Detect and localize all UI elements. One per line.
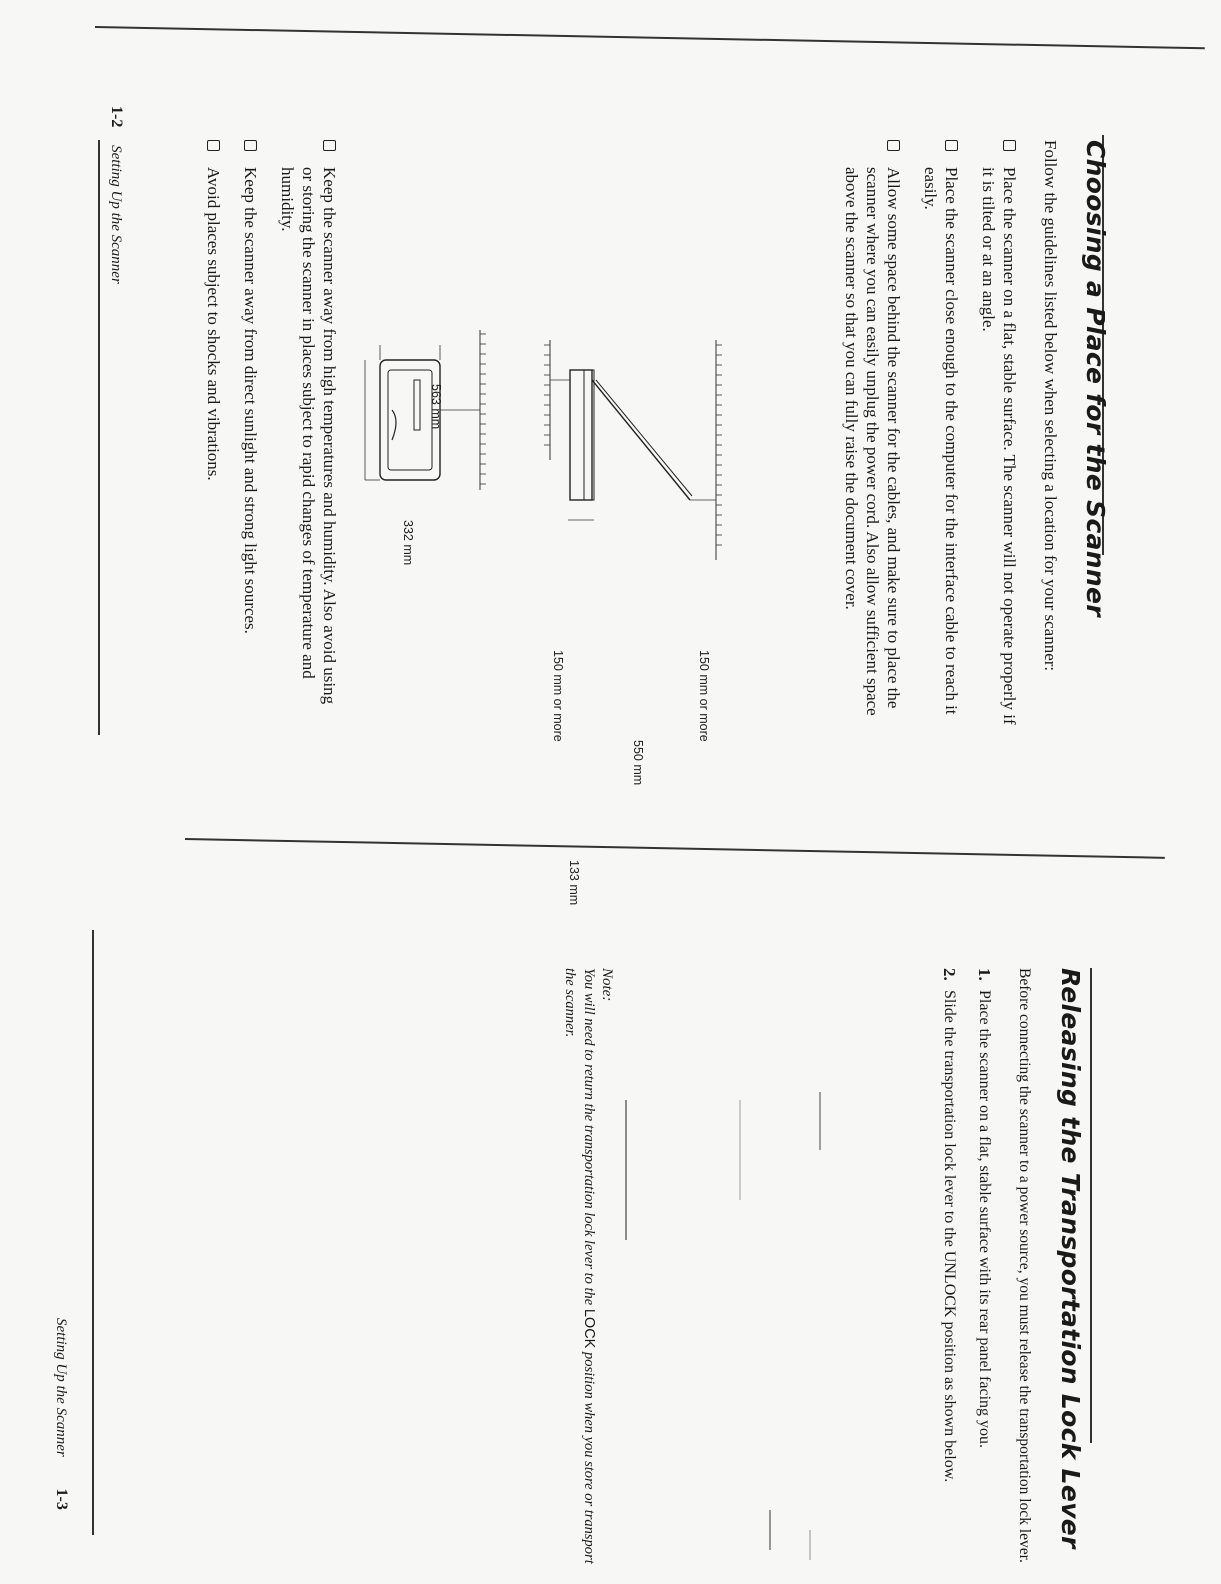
page-number: 1-2	[108, 106, 125, 128]
dim-label-top-clearance: 150 mm or more	[697, 650, 711, 742]
page-right-footer-rule	[92, 930, 94, 1535]
page-right-footer	[52, 1318, 70, 1510]
page-left	[841, 140, 1110, 780]
list-item: Place the scanner on a flat, stable surface. The scanner will not operate properly if it is tilted or at an angle.	[978, 140, 1020, 780]
dim-label-height: 550 mm	[631, 740, 645, 786]
footer-title: Setting Up the Scanner	[53, 1318, 69, 1457]
checkbox-bullet-icon	[323, 140, 336, 151]
page-left-footer-rule	[98, 140, 100, 735]
dim-label-width: 332 mm	[401, 520, 415, 566]
checkbox-bullet-icon	[207, 140, 220, 151]
scan-edge-top	[95, 26, 1205, 49]
page-title: Choosing a Place for the Scanner	[1081, 140, 1110, 617]
scan-edge-middle	[185, 838, 1165, 858]
checkbox-bullet-icon	[887, 140, 900, 151]
page-right-header-rule	[1090, 968, 1092, 1443]
dim-label-length: 563 mm	[429, 384, 443, 430]
list-item: 2. Slide the transportation lock lever to the UNLOCK position as shown below.	[940, 968, 959, 1483]
checkbox-bullet-icon	[945, 140, 958, 151]
footer-title: Setting Up the Scanner	[108, 145, 124, 284]
page-number: 1-3	[53, 1488, 70, 1510]
list-item: Allow some space behind the scanner for the cables, and make sure to place the scanner where you can easily unplug the power cord. Also allow sufficient space above the scanner so that you can fully raise the document cover.	[841, 140, 904, 780]
list-item: Keep the scanner away from high temperatures and humidity. Also avoid using or storing the scanner in places subject to rapid changes of temperature and humidity.	[277, 140, 340, 740]
page-right	[939, 968, 1085, 1568]
list-item: Keep the scanner away from direct sunlight and strong light sources.	[240, 140, 261, 740]
page-title: Releasing the Transportation Lock Lever	[1056, 968, 1085, 1549]
top-view-labels	[360, 320, 500, 566]
intro-text: Follow the guidelines listed below when selecting a location for your scanner:	[1041, 140, 1060, 672]
note-label: Note:	[599, 968, 615, 1002]
list-item: 1. Place the scanner on a flat, stable surface with its rear panel facing you.	[975, 968, 994, 1449]
dim-label-back-clearance: 150 mm or more	[551, 650, 565, 742]
lock-lever-illustration	[620, 1090, 830, 1560]
checkbox-bullet-icon	[1003, 140, 1016, 151]
intro-text: Before connecting the scanner to a power source, you must release the transportation lock lever.	[1016, 968, 1033, 1563]
dim-label-depth: 133 mm	[567, 860, 581, 906]
list-item: Place the scanner close enough to the computer for the interface cable to reach it easily.	[920, 140, 962, 780]
note-block	[560, 968, 615, 1568]
note-text: You will need to return the transportation lock lever to the LOCK position when you store or transport the scanner.	[562, 968, 597, 1564]
page-left-footer	[107, 106, 125, 284]
checkbox-bullet-icon	[244, 140, 257, 151]
side-view-labels	[540, 320, 740, 906]
page-left-lower	[203, 140, 340, 740]
list-item: Avoid places subject to shocks and vibrations.	[203, 140, 224, 740]
